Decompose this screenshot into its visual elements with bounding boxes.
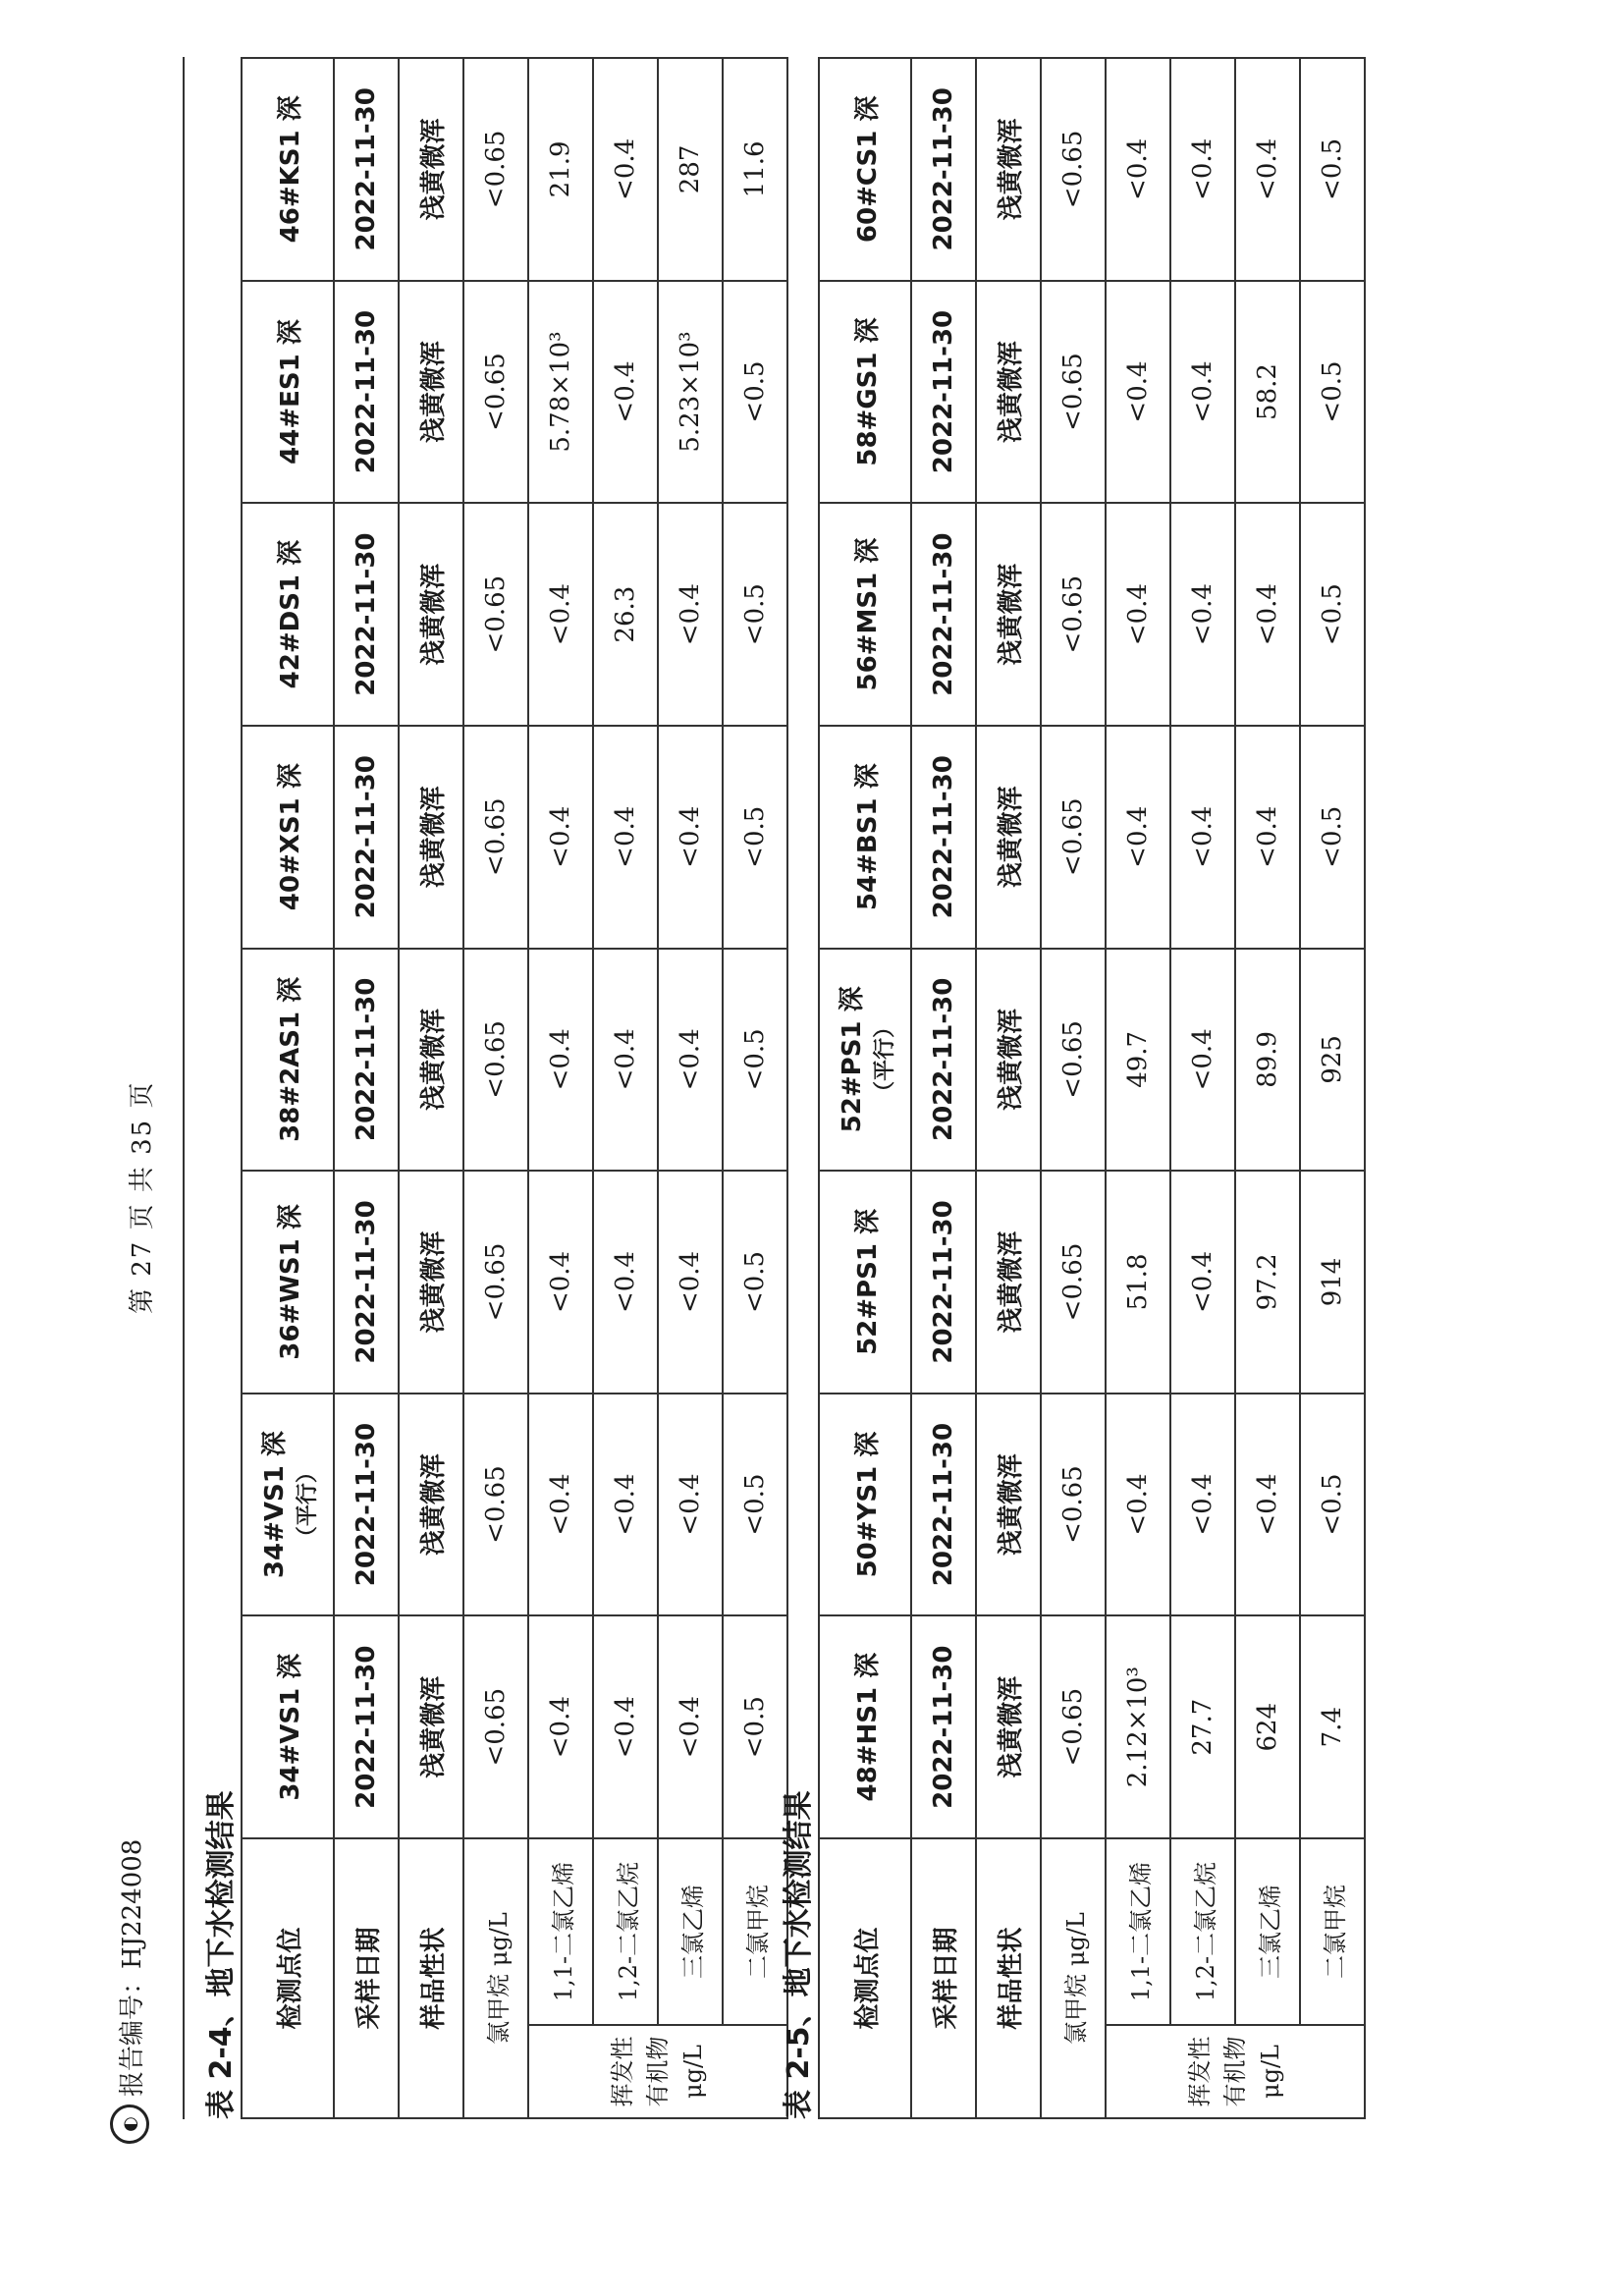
point-name: 50#YS1 深 <box>852 1431 883 1578</box>
tce-cell: 97.2 <box>1235 1171 1300 1394</box>
dca-cell: <0.4 <box>593 949 658 1172</box>
table-row <box>976 58 1041 2118</box>
row-header-tce: 三氯乙烯 <box>1235 1838 1300 2025</box>
table-2-5 <box>818 57 1366 2119</box>
state-cell: 浅黄微浑 <box>976 949 1041 1172</box>
table-2-4 <box>241 57 788 2119</box>
row-header-dca: 1,2-二氯乙烷 <box>1170 1838 1235 2025</box>
chloromethane-cell: <0.65 <box>463 1171 528 1394</box>
date-cell: 2022-11-30 <box>911 1394 976 1616</box>
point-sub-label: （平行） <box>873 1015 897 1103</box>
point-cell <box>819 949 911 1172</box>
point-cell <box>819 503 911 726</box>
dce-cell: <0.4 <box>528 503 593 726</box>
state-cell: 浅黄微浑 <box>976 503 1041 726</box>
dce-cell: <0.4 <box>1106 503 1170 726</box>
point-cell <box>242 1394 334 1616</box>
dca-cell: <0.4 <box>593 1171 658 1394</box>
row-header-chloromethane: 氯甲烷 μg/L <box>1041 1838 1106 2118</box>
chloromethane-cell: <0.65 <box>463 1394 528 1616</box>
date-cell: 2022-11-30 <box>911 58 976 281</box>
chloromethane-cell: <0.65 <box>1041 58 1106 281</box>
state-cell: 浅黄微浑 <box>399 1615 463 1838</box>
chloromethane-cell: <0.65 <box>463 58 528 281</box>
point-name: 38#2AS1 深 <box>275 976 305 1142</box>
dcm-cell: 7.4 <box>1300 1615 1365 1838</box>
dce-cell: 5.78×10³ <box>528 281 593 504</box>
dce-cell: 21.9 <box>528 58 593 281</box>
tce-cell: <0.4 <box>658 503 723 726</box>
dcm-cell: <0.5 <box>723 949 787 1172</box>
point-cell <box>242 503 334 726</box>
state-cell: 浅黄微浑 <box>399 949 463 1172</box>
dce-cell: 2.12×10³ <box>1106 1615 1170 1838</box>
date-cell: 2022-11-30 <box>334 281 399 504</box>
point-cell <box>819 1615 911 1838</box>
table-row <box>819 58 911 2118</box>
chloromethane-cell: <0.65 <box>463 949 528 1172</box>
dca-cell: <0.4 <box>593 281 658 504</box>
tce-cell: <0.4 <box>658 1171 723 1394</box>
tce-cell: <0.4 <box>1235 726 1300 949</box>
dca-cell: <0.4 <box>593 1615 658 1838</box>
date-cell: 2022-11-30 <box>911 1615 976 1838</box>
dcm-cell: <0.5 <box>1300 1394 1365 1616</box>
dcm-cell: <0.5 <box>723 281 787 504</box>
row-header-state: 样品性状 <box>976 1838 1041 2118</box>
dcm-cell: <0.5 <box>1300 726 1365 949</box>
point-name: 34#VS1 深 <box>260 1431 290 1579</box>
tce-cell: 89.9 <box>1235 949 1300 1172</box>
row-header-chloromethane: 氯甲烷 μg/L <box>463 1838 528 2118</box>
point-name: 42#DS1 深 <box>275 539 305 689</box>
point-name: 36#WS1 深 <box>275 1204 305 1360</box>
date-cell: 2022-11-30 <box>911 281 976 504</box>
chloromethane-cell: <0.65 <box>1041 1171 1106 1394</box>
row-header-state: 样品性状 <box>399 1838 463 2118</box>
tce-cell: <0.4 <box>1235 58 1300 281</box>
row-header-dca: 1,2-二氯乙烷 <box>593 1838 658 2025</box>
state-cell: 浅黄微浑 <box>399 1394 463 1616</box>
dcm-cell: 925 <box>1300 949 1365 1172</box>
date-cell: 2022-11-30 <box>334 1394 399 1616</box>
tce-cell: <0.4 <box>1235 503 1300 726</box>
row-header-dce: 1,1-二氯乙烯 <box>1106 1838 1170 2025</box>
point-name: 52#PS1 深 <box>838 986 867 1133</box>
point-name: 58#GS1 深 <box>852 317 883 466</box>
state-cell: 浅黄微浑 <box>976 1615 1041 1838</box>
point-name: 34#VS1 深 <box>275 1653 305 1801</box>
table-row <box>1041 58 1106 2118</box>
dca-cell: <0.4 <box>1170 1394 1235 1616</box>
dcm-cell: <0.5 <box>723 503 787 726</box>
table-row <box>593 58 658 2118</box>
dce-cell: 51.8 <box>1106 1171 1170 1394</box>
date-cell: 2022-11-30 <box>911 1171 976 1394</box>
point-name: 60#CS1 深 <box>852 95 883 244</box>
table-row <box>334 58 399 2118</box>
dce-cell: <0.4 <box>528 1394 593 1616</box>
dca-cell: 26.3 <box>593 503 658 726</box>
point-name: 40#XS1 深 <box>275 763 305 911</box>
table-row <box>399 58 463 2118</box>
date-cell: 2022-11-30 <box>911 949 976 1172</box>
state-cell: 浅黄微浑 <box>399 503 463 726</box>
point-name: 44#ES1 深 <box>275 319 305 465</box>
point-cell <box>242 58 334 281</box>
tce-cell: <0.4 <box>1235 1394 1300 1616</box>
chloromethane-cell: <0.65 <box>463 281 528 504</box>
state-cell: 浅黄微浑 <box>976 58 1041 281</box>
table-2-5-title: 表 2-5、地下水检测结果 <box>782 1790 816 2119</box>
chloromethane-cell: <0.65 <box>1041 726 1106 949</box>
row-header-tce: 三氯乙烯 <box>658 1838 723 2025</box>
state-cell: 浅黄微浑 <box>976 1394 1041 1616</box>
tce-cell: <0.4 <box>658 1615 723 1838</box>
state-cell: 浅黄微浑 <box>399 58 463 281</box>
chloromethane-cell: <0.65 <box>463 726 528 949</box>
dca-cell: <0.4 <box>1170 726 1235 949</box>
dca-cell: <0.4 <box>1170 503 1235 726</box>
table-row <box>1235 58 1300 2118</box>
point-cell <box>819 1171 911 1394</box>
point-name: 52#PS1 深 <box>852 1209 883 1355</box>
dca-cell: <0.4 <box>593 726 658 949</box>
point-cell <box>819 726 911 949</box>
state-cell: 浅黄微浑 <box>976 726 1041 949</box>
point-name: 56#MS1 深 <box>852 537 883 691</box>
dce-cell: 49.7 <box>1106 949 1170 1172</box>
dca-cell: <0.4 <box>1170 58 1235 281</box>
tce-cell: <0.4 <box>658 726 723 949</box>
point-cell <box>819 281 911 504</box>
chloromethane-cell: <0.65 <box>463 503 528 726</box>
dcm-cell: <0.5 <box>1300 281 1365 504</box>
dcm-cell: <0.5 <box>723 1394 787 1616</box>
point-cell <box>242 726 334 949</box>
dcm-cell: 914 <box>1300 1171 1365 1394</box>
tce-cell: <0.4 <box>658 1394 723 1616</box>
dcm-cell: <0.5 <box>723 1171 787 1394</box>
chloromethane-cell: <0.65 <box>1041 281 1106 504</box>
date-cell: 2022-11-30 <box>334 726 399 949</box>
state-cell: 浅黄微浑 <box>399 726 463 949</box>
date-cell: 2022-11-30 <box>334 1171 399 1394</box>
point-name: 48#HS1 深 <box>852 1652 883 1802</box>
chloromethane-cell: <0.65 <box>1041 503 1106 726</box>
dca-cell: <0.4 <box>1170 1171 1235 1394</box>
state-cell: 浅黄微浑 <box>976 281 1041 504</box>
table-row <box>528 58 593 2118</box>
row-header-dcm: 二氯甲烷 <box>1300 1838 1365 2025</box>
tce-cell: 287 <box>658 58 723 281</box>
dce-cell: <0.4 <box>528 949 593 1172</box>
dce-cell: <0.4 <box>528 726 593 949</box>
point-cell <box>819 1394 911 1616</box>
date-cell: 2022-11-30 <box>911 503 976 726</box>
table-row <box>1300 58 1365 2118</box>
table-row <box>242 58 334 2118</box>
chloromethane-cell: <0.65 <box>1041 1394 1106 1616</box>
report-number <box>110 1839 149 2144</box>
point-sub-label: （平行） <box>296 1461 320 1549</box>
dce-cell: <0.4 <box>528 1171 593 1394</box>
row-header-dcm: 二氯甲烷 <box>723 1838 787 2025</box>
date-cell: 2022-11-30 <box>334 949 399 1172</box>
table-row <box>463 58 528 2118</box>
dce-cell: <0.4 <box>1106 726 1170 949</box>
date-cell: 2022-11-30 <box>334 1615 399 1838</box>
company-logo-icon: ◐ <box>110 2105 149 2144</box>
tce-cell: <0.4 <box>658 949 723 1172</box>
point-name: 54#BS1 深 <box>852 763 883 911</box>
point-cell <box>819 58 911 281</box>
dce-cell: <0.4 <box>1106 1394 1170 1616</box>
point-cell <box>242 281 334 504</box>
header-divider <box>183 57 185 2119</box>
dca-cell: <0.4 <box>1170 949 1235 1172</box>
page-number: 第 27 页 共 35 页 <box>128 1080 157 1314</box>
row-header-date: 采样日期 <box>334 1838 399 2118</box>
date-cell: 2022-11-30 <box>911 726 976 949</box>
dce-cell: <0.4 <box>1106 281 1170 504</box>
point-cell <box>242 1171 334 1394</box>
row-header-group: 挥发性有机物 μg/L <box>528 2025 787 2118</box>
row-header-point: 检测点位 <box>242 1838 334 2118</box>
row-header-point: 检测点位 <box>819 1838 911 2118</box>
row-header-group: 挥发性有机物 μg/L <box>1106 2025 1365 2118</box>
row-header-date: 采样日期 <box>911 1838 976 2118</box>
point-name: 46#KS1 深 <box>275 95 305 244</box>
report-number-text: 报告编号：HJ224008 <box>117 1838 147 2097</box>
chloromethane-cell: <0.65 <box>1041 1615 1106 1838</box>
dca-cell: <0.4 <box>593 1394 658 1616</box>
point-cell <box>242 1615 334 1838</box>
table-row <box>658 58 723 2118</box>
dcm-cell: <0.5 <box>723 1615 787 1838</box>
dca-cell: <0.4 <box>1170 281 1235 504</box>
dca-cell: <0.4 <box>593 58 658 281</box>
table-row <box>1170 58 1235 2118</box>
table-row <box>911 58 976 2118</box>
tce-cell: 58.2 <box>1235 281 1300 504</box>
dcm-cell: <0.5 <box>1300 503 1365 726</box>
tce-cell: 5.23×10³ <box>658 281 723 504</box>
date-cell: 2022-11-30 <box>334 58 399 281</box>
chloromethane-cell: <0.65 <box>1041 949 1106 1172</box>
tce-cell: 624 <box>1235 1615 1300 1838</box>
state-cell: 浅黄微浑 <box>399 1171 463 1394</box>
dca-cell: 27.7 <box>1170 1615 1235 1838</box>
table-2-4-title: 表 2-4、地下水检测结果 <box>204 1790 239 2119</box>
point-cell <box>242 949 334 1172</box>
state-cell: 浅黄微浑 <box>399 281 463 504</box>
date-cell: 2022-11-30 <box>334 503 399 726</box>
dcm-cell: <0.5 <box>1300 58 1365 281</box>
dcm-cell: <0.5 <box>723 726 787 949</box>
chloromethane-cell: <0.65 <box>463 1615 528 1838</box>
dce-cell: <0.4 <box>528 1615 593 1838</box>
dce-cell: <0.4 <box>1106 58 1170 281</box>
table-row <box>1106 58 1170 2118</box>
dcm-cell: 11.6 <box>723 58 787 281</box>
row-header-dce: 1,1-二氯乙烯 <box>528 1838 593 2025</box>
state-cell: 浅黄微浑 <box>976 1171 1041 1394</box>
